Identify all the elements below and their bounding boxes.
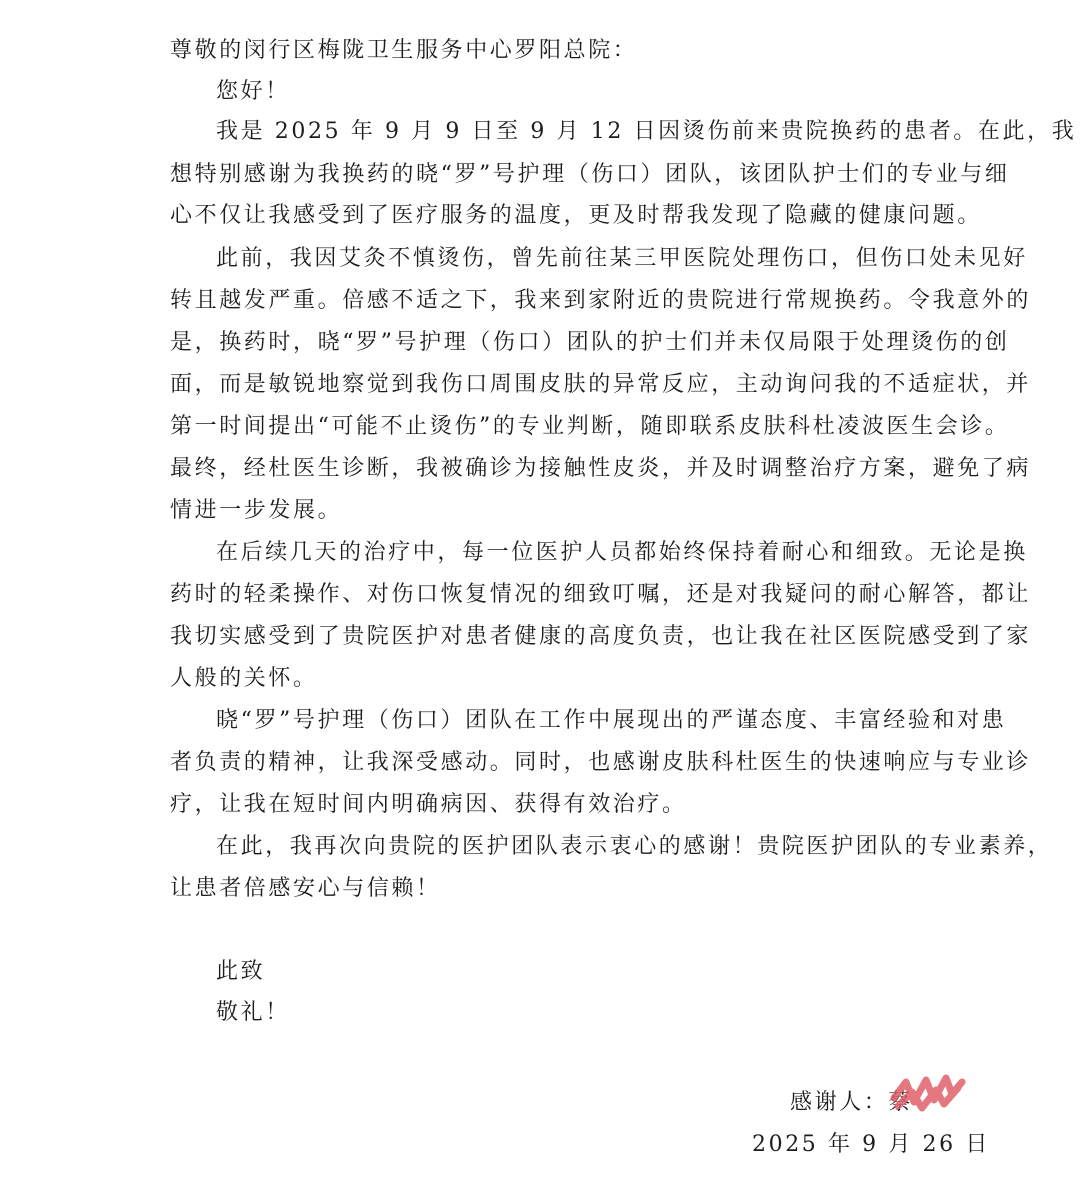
paragraph-2-line-6: 最终，经杜医生诊断，我被确诊为接触性皮炎，并及时调整治疗方案，避免了病 bbox=[170, 456, 1032, 481]
paragraph-1-line-3: 心不仅让我感受到了医疗服务的温度，更及时帮我发现了隐藏的健康问题。 bbox=[170, 203, 982, 228]
letter-date: 2025 年 9 月 26 日 bbox=[752, 1132, 990, 1157]
paragraph-4-line-2: 者负责的精神，让我深受感动。同时，也感谢皮肤科杜医生的快速响应与专业诊 bbox=[170, 750, 1032, 775]
greeting: 您好！ bbox=[216, 79, 290, 104]
salutation: 尊敬的闵行区梅陇卫生服务中心罗阳总院： bbox=[170, 38, 638, 63]
redaction-scribble bbox=[888, 1068, 968, 1114]
paragraph-2-line-5: 第一时间提出“可能不止烫伤”的专业判断，随即联系皮肤科杜凌波医生会诊。 bbox=[170, 414, 1010, 439]
paragraph-4-line-3: 疗，让我在短时间内明确病因、获得有效治疗。 bbox=[170, 792, 687, 817]
paragraph-5-line-1: 在此，我再次向贵院的医护团队表示衷心的感谢！贵院医护团队的专业素养， bbox=[216, 834, 1053, 859]
paragraph-2-line-1: 此前，我因艾灸不慎烫伤，曾先前往某三甲医院处理伤口，但伤口处未见好 bbox=[216, 246, 1028, 271]
paragraph-5-line-2: 让患者倍感安心与信赖！ bbox=[170, 876, 441, 901]
signer-label: 感谢人：蔡 bbox=[790, 1090, 914, 1115]
paragraph-1-line-2: 想特别感谢为我换药的晓“罗”号护理（伤口）团队，该团队护士们的专业与细 bbox=[170, 162, 1010, 187]
paragraph-2-line-4: 面，而是敏锐地察觉到我伤口周围皮肤的异常反应，主动询问我的不适症状，并 bbox=[170, 372, 1032, 397]
paragraph-4-line-1: 晓“罗”号护理（伤口）团队在工作中展现出的严谨态度、丰富经验和对患 bbox=[216, 708, 1007, 733]
closing-ci-zhi: 此致 bbox=[216, 959, 266, 984]
paragraph-3-line-3: 我切实感受到了贵院医护对患者健康的高度负责，也让我在社区医院感受到了家 bbox=[170, 624, 1032, 649]
paragraph-3-line-1: 在后续几天的治疗中，每一位医护人员都始终保持着耐心和细致。无论是换 bbox=[216, 540, 1028, 565]
paragraph-2-line-3: 是，换药时，晓“罗”号护理（伤口）团队的护士们并未仅局限于处理烫伤的创 bbox=[170, 330, 1010, 355]
closing-jing-li: 敬礼！ bbox=[216, 1000, 290, 1025]
paragraph-3-line-2: 药时的轻柔操作、对伤口恢复情况的细致叮嘱，还是对我疑问的耐心解答，都让 bbox=[170, 582, 1032, 607]
paragraph-1-line-1: 我是 2025 年 9 月 9 日至 9 月 12 日因烫伤前来贵院换药的患者。在此，我 bbox=[216, 119, 1077, 144]
paragraph-3-line-4: 人般的关怀。 bbox=[170, 666, 318, 691]
paragraph-2-line-7: 情进一步发展。 bbox=[170, 498, 343, 523]
paragraph-2-line-2: 转且越发严重。倍感不适之下，我来到家附近的贵院进行常规换药。令我意外的 bbox=[170, 288, 1032, 313]
